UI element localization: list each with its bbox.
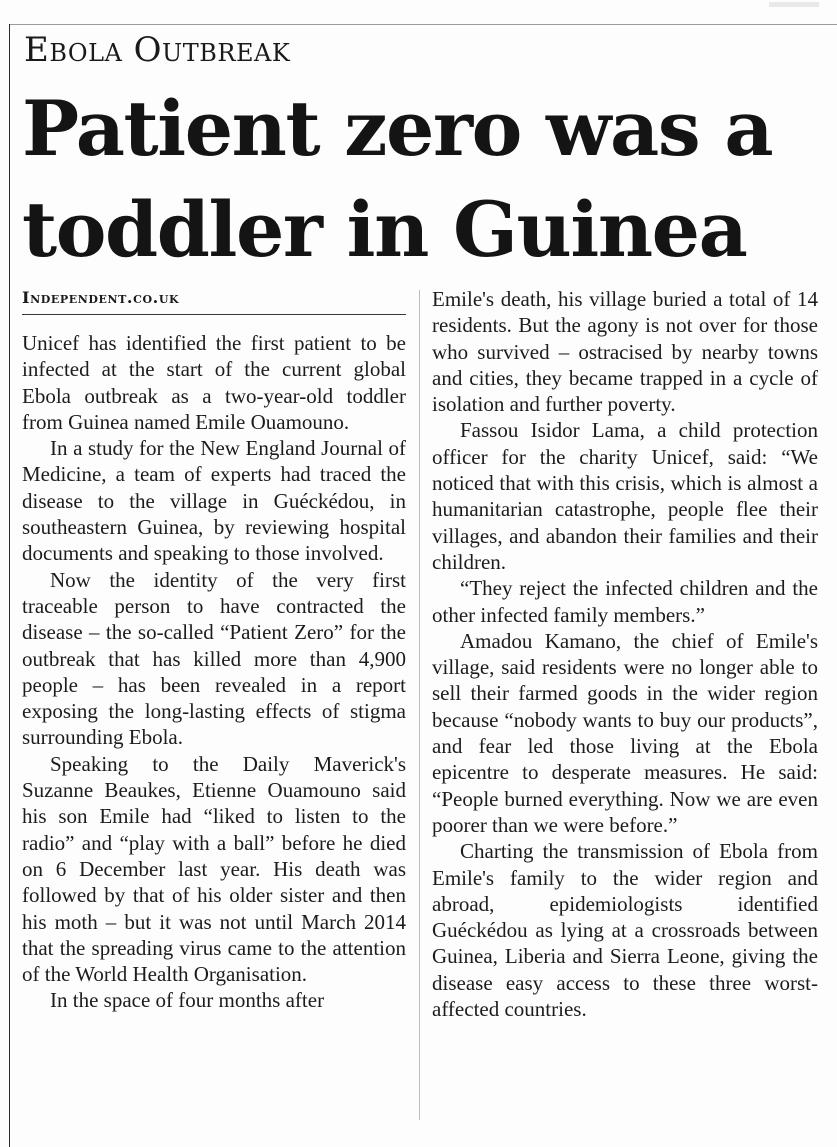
section-kicker: Ebola Outbreak (24, 30, 291, 70)
article-column-right (432, 286, 818, 1022)
article-headline: Patient zero was a toddler in Guinea (22, 84, 773, 274)
paragraph: In a study for the New England Journal of Medicine, a team of experts had traced the disease to the village in Guéckédou, in southeastern Guinea, by reviewing hospital documents and speaking to those involved. (22, 436, 406, 566)
source-byline: Independent.co.uk (22, 288, 180, 307)
paragraph: Emile's death, his village buried a total of 14 residents. But the agony is not over for those who survived – ostracised by nearby towns and cities, they became trapped in a cycle of isolation and further poverty. (432, 287, 818, 417)
paragraph: Speaking to the Daily Maverick's Suzanne Beaukes, Etienne Ouamouno said his son Emile had “liked to listen to the radio” and “play with a ball” before he died on 6 December last year. His death was followed by that of his older sister and then his moth – but it was not until March 2014 that the spreading virus came to the attention of the World Health Organisation. (22, 751, 406, 987)
byline-rule (22, 314, 406, 315)
top-border-rule (9, 24, 837, 25)
paragraph: Fassou Isidor Lama, a child protection officer for the charity Unicef, said: “We noticed that with this crisis, which is almost a humanitarian catastrophe, people flee their villages, and abandon their families and their children. (432, 418, 818, 574)
paragraph: Charting the transmission of Ebola from Emile's family to the wider region and abroad, epidemiologists identified Guéckédou as lying at a crossroads between Guinea, Liberia and Sierra Leone, giving the disease easy access to these three worst-affected countries. (432, 839, 818, 1022)
article-column-left (22, 330, 406, 1014)
column-divider (419, 290, 420, 1120)
paragraph: Amadou Kamano, the chief of Emile's village, said residents were no longer able to sell their farmed goods in the wider region because “nobody wants to buy our products”, and fear led those living at the Ebola epicentre to desperate measures. He said: “People burned everything. Now we are even poorer than we were before.” (432, 628, 818, 837)
left-border-rule (9, 24, 10, 1147)
paragraph: Now the identity of the very first traceable person to have contracted the disease – the so-called “Patient Zero” for the outbreak that has killed more than 4,900 people – has been revealed in a report exposing the long-lasting effects of stigma surrounding Ebola. (22, 567, 406, 750)
paragraph: “They reject the infected children and the other infected family members.” (432, 576, 818, 627)
scan-corner-mark (769, 2, 819, 7)
paragraph: In the space of four months after (50, 988, 325, 1013)
paragraph: Unicef has identified the first patient to be infected at the start of the current global Ebola outbreak as a two-year-old toddler from Guinea named Emile Ouamouno. (22, 331, 406, 434)
